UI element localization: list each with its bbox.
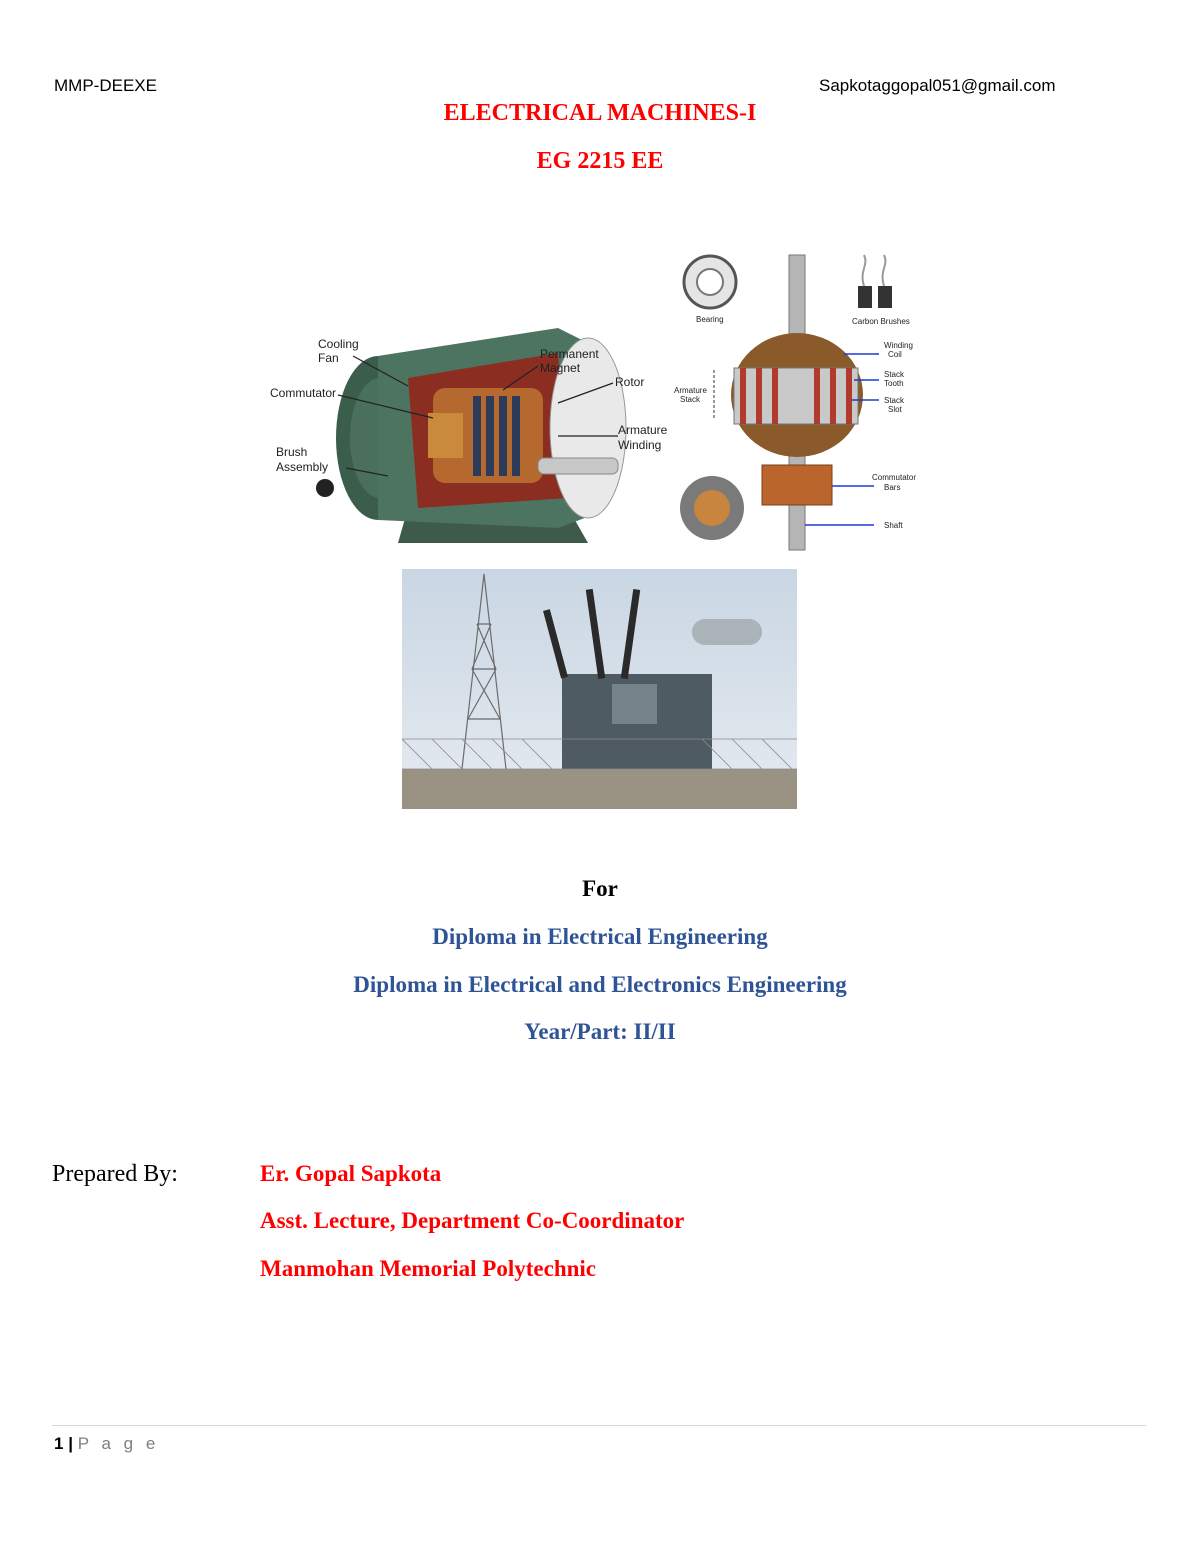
author-institution: Manmohan Memorial Polytechnic [260, 1256, 597, 1281]
armature-parts-figure [674, 250, 930, 554]
label-commutator: Commutator [270, 386, 337, 400]
svg-text:Tooth: Tooth [884, 379, 904, 388]
svg-text:Assembly: Assembly [276, 460, 329, 474]
svg-text:Bars: Bars [884, 483, 901, 492]
carbon-brushes-icon [858, 255, 892, 308]
svg-text:Stack: Stack [680, 395, 701, 404]
header-email: Sapkotaggopal051@gmail.com [819, 76, 1056, 95]
label-shaft: Shaft [884, 521, 903, 530]
svg-text:Slot: Slot [888, 405, 902, 414]
document-title: ELECTRICAL MACHINES-I [443, 100, 757, 126]
page-footer [54, 1434, 159, 1454]
brush-knob [316, 479, 334, 497]
course-code: EG 2215 EE [536, 148, 664, 174]
commutator-drum [428, 413, 463, 458]
label-rotor: Rotor [615, 375, 645, 389]
author-position: Asst. Lecture, Department Co-Coordinator [260, 1208, 685, 1233]
label-carbon-brushes: Carbon Brushes [852, 317, 910, 326]
svg-text:Fan: Fan [318, 351, 339, 365]
label-winding-coil: Winding [884, 341, 913, 350]
label-armature-stack: Armature [674, 386, 707, 395]
ground [402, 769, 797, 809]
motor-shaft [538, 458, 618, 474]
header-left-text: MMP-DEEXE [54, 76, 157, 95]
footer-divider [52, 1425, 1146, 1426]
svg-text:Coil: Coil [888, 350, 902, 359]
label-permanent-magnet: Permanent [540, 347, 599, 361]
label-stack-tooth: Stack [884, 370, 905, 379]
label-armature-winding: Armature [618, 423, 668, 437]
year-part: Year/Part: II/II [524, 1019, 676, 1044]
label-cooling-fan: Cooling [318, 337, 359, 351]
label-bearing: Bearing [696, 315, 724, 324]
dc-motor-cutaway-figure [268, 308, 672, 554]
armature-stack [734, 368, 858, 424]
label-brush-assembly: Brush [276, 445, 308, 459]
author-name: Er. Gopal Sapkota [260, 1161, 442, 1186]
program-electrical-electronics: Diploma in Electrical and Electronics Engineering [353, 972, 847, 997]
prepared-by-label: Prepared By: [52, 1161, 178, 1187]
svg-text:Winding: Winding [618, 438, 662, 452]
page-number: 1 [54, 1434, 64, 1453]
footer-separator: | [68, 1434, 73, 1453]
label-stack-slot: Stack [884, 396, 905, 405]
transformer-substation-photo [402, 569, 797, 809]
for-label: For [582, 876, 618, 901]
program-electrical: Diploma in Electrical Engineering [432, 924, 768, 949]
page-word: P a g e [77, 1434, 160, 1453]
svg-text:Magnet: Magnet [540, 361, 581, 375]
label-commutator-bars: Commutator [872, 473, 917, 482]
conservator-tank [692, 619, 762, 645]
commutator-bars [762, 465, 832, 505]
